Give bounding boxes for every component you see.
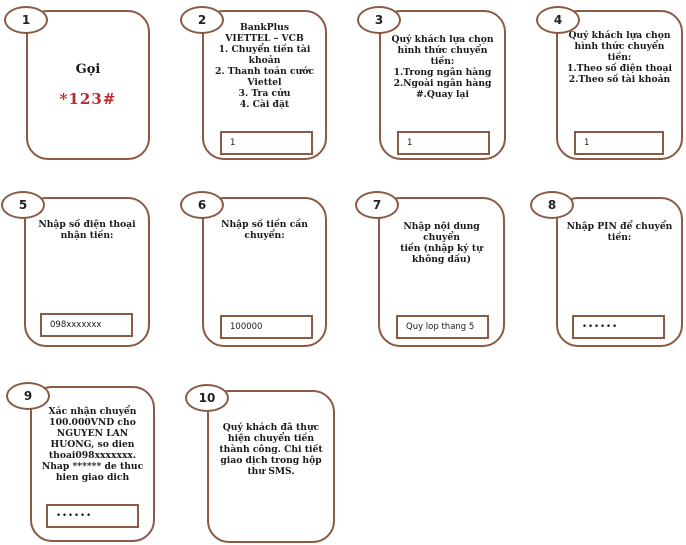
screen-message: Nhập số tiền cần chuyển: <box>221 219 308 241</box>
reply-input[interactable]: Quy lop thang 5 <box>396 315 489 339</box>
phone-screen-card <box>24 197 150 347</box>
phone-screen-card <box>26 10 150 160</box>
step-number-badge: 9 <box>6 382 50 410</box>
screen-message: Quý khách lựa chọn hình thức chuyển tiền: 1.Theo số điện thoại 2.Theo số tài khoản <box>567 30 672 85</box>
step-10 <box>180 378 360 545</box>
step-9 <box>0 378 160 545</box>
reply-input[interactable]: 1 <box>574 131 664 155</box>
step-4 <box>530 0 686 190</box>
screen-message: Quý khách lựa chọn hình thức chuyển tiền: 1.Trong ngân hàng 2.Ngoài ngân hàng #.Quay lại <box>391 34 494 100</box>
step-8 <box>530 185 686 355</box>
step-number-badge: 7 <box>355 191 399 219</box>
phone-screen-card <box>378 197 505 347</box>
step-7 <box>352 185 512 355</box>
step-number-badge: 10 <box>185 384 229 412</box>
reply-input[interactable]: 098xxxxxxx <box>40 313 133 337</box>
reply-input[interactable]: 1 <box>397 131 490 155</box>
phone-screen-card <box>202 10 327 160</box>
phone-screen-card <box>30 386 155 542</box>
phone-screen-card <box>556 10 683 160</box>
step-number-badge: 4 <box>536 6 580 34</box>
phone-screen-card <box>207 390 335 543</box>
step-number-badge: 5 <box>1 191 45 219</box>
step-6 <box>175 185 335 355</box>
reply-input[interactable]: 100000 <box>220 315 313 339</box>
phone-screen-card <box>379 10 506 160</box>
step-number-badge: 1 <box>4 6 48 34</box>
step-number-badge: 2 <box>180 6 224 34</box>
step-number-badge: 6 <box>180 191 224 219</box>
call-label: Gọi <box>75 62 101 77</box>
ussd-code: *123# <box>59 90 117 108</box>
phone-screen-card <box>556 197 683 347</box>
reply-input[interactable]: 1 <box>220 131 313 155</box>
pin-input[interactable]: •••••• <box>572 315 665 339</box>
step-5 <box>0 185 160 355</box>
step-1 <box>0 0 160 190</box>
step-number-badge: 8 <box>530 191 574 219</box>
pin-input[interactable]: •••••• <box>46 504 139 528</box>
screen-message: Nhập PIN để chuyển tiền: <box>566 221 673 243</box>
step-2 <box>175 0 335 190</box>
screen-message: Xác nhận chuyển 100.000VND cho NGUYEN LAN HUONG, so dien thoai098xxxxxxx. Nhap ****** de thuc hien giao dich <box>41 406 144 483</box>
screen-message: Nhập số điện thoại nhận tiền: <box>38 219 136 241</box>
screen-message: BankPlus VIETTEL – VCB 1. Chuyển tiền tài khoản 2. Thanh toán cước Viettel 3. Tra cứu 4. Cài đặt <box>214 22 315 110</box>
screen-message: Nhập nội dung chuyển tiền (nhập ký tự không dấu) <box>400 221 483 265</box>
phone-screen-card <box>202 197 327 347</box>
step-3 <box>352 0 512 190</box>
screen-message: Quý khách đã thực hiện chuyển tiền thành công. Chi tiết giao dịch trong hộp thư SMS. <box>219 422 323 477</box>
step-number-badge: 3 <box>357 6 401 34</box>
